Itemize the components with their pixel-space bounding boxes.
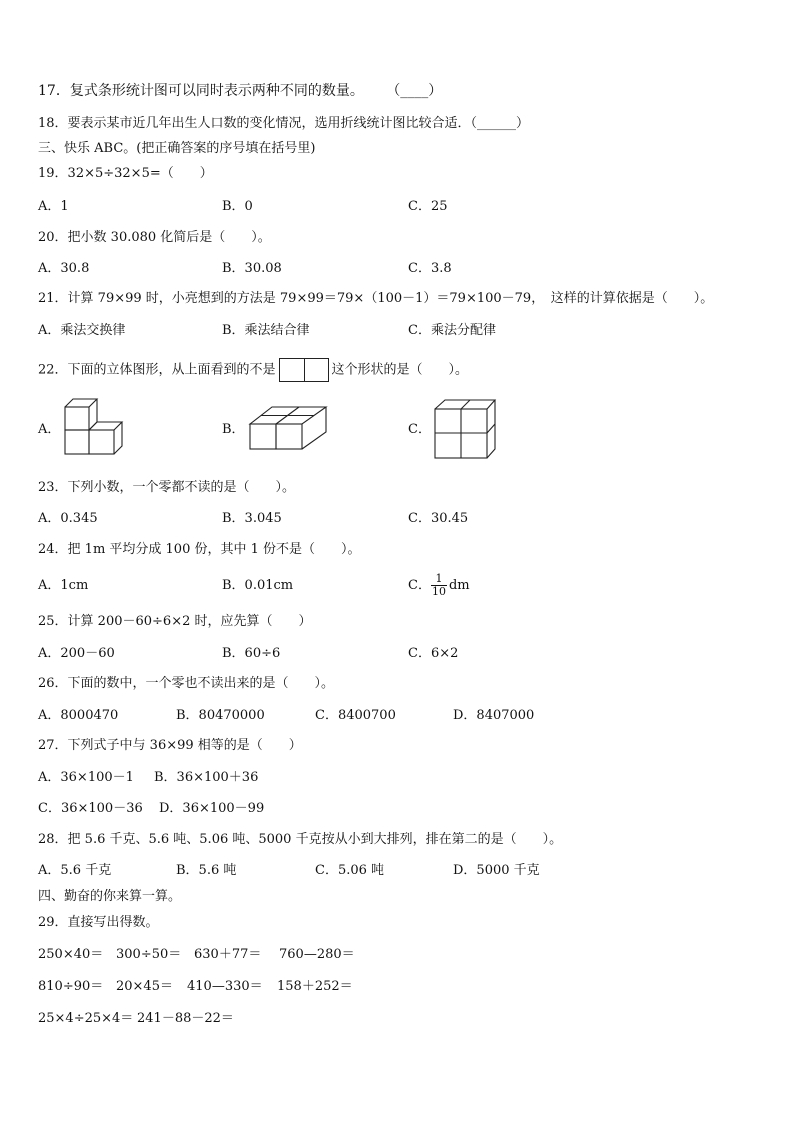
calc-item: 25×4÷25×4＝ — [38, 1011, 134, 1026]
question-22-text-after: 这个形状的是（ ）。 — [331, 362, 469, 378]
square-block-cubes-icon — [432, 397, 500, 461]
q24-option-c-unit: dm — [448, 578, 470, 593]
question-20: 20．把小数 30.080 化简后是（ ）。 — [38, 230, 271, 245]
q21-option-a[interactable]: A．乘法交换律 — [38, 323, 126, 338]
calc-item: 241－88－22＝ — [137, 1011, 234, 1026]
calc-item: 810÷90＝ — [38, 979, 104, 994]
calc-item: 300÷50＝ — [116, 947, 182, 962]
fraction-denominator: 10 — [431, 585, 446, 598]
q19-option-b[interactable]: B．0 — [222, 199, 253, 214]
question-21: 21．计算 79×99 时，小亮想到的方法是 79×99＝79×（100－1）＝79×100－79， 这样的计算依据是（ ）。 — [38, 291, 714, 306]
q24-option-c[interactable] — [408, 566, 470, 606]
q20-option-c[interactable]: C．3.8 — [408, 261, 452, 276]
calc-item: 410—330＝ — [187, 979, 263, 994]
q27-option-d[interactable]: D．36×100－99 — [159, 801, 265, 816]
q21-option-b[interactable]: B．乘法结合律 — [222, 323, 310, 338]
question-26: 26．下面的数中，一个零也不读出来的是（ ）。 — [38, 676, 335, 691]
q27-option-b[interactable]: B．36×100＋36 — [154, 770, 259, 785]
calc-item: 630＋77＝ — [194, 947, 262, 962]
q28-option-b[interactable]: B．5.6 吨 — [176, 863, 237, 878]
q28-option-c[interactable]: C．5.06 吨 — [315, 863, 385, 878]
question-28: 28．把 5.6 千克、5.6 吨、5.06 吨、5000 千克按从小到大排列，排在第二的是（ ）。 — [38, 832, 563, 847]
q26-option-b[interactable]: B．80470000 — [176, 708, 265, 723]
q19-option-c[interactable]: C．25 — [408, 199, 448, 214]
q23-option-b[interactable]: B．3.045 — [222, 511, 282, 526]
question-23: 23．下列小数，一个零都不读的是（ ）。 — [38, 480, 296, 495]
q19-option-a[interactable]: A．1 — [38, 199, 69, 214]
q24-option-b[interactable]: B．0.01cm — [222, 578, 294, 593]
l-shape-cubes-icon — [60, 396, 130, 462]
question-19: 19．32×5÷32×5=（ ） — [38, 166, 213, 181]
q23-option-c[interactable]: C．30.45 — [408, 511, 469, 526]
flat-block-cubes-icon — [247, 404, 331, 454]
question-17-blank[interactable]: （____） — [386, 83, 443, 99]
fraction-numerator: 1 — [431, 573, 447, 586]
fraction — [431, 573, 447, 598]
q25-option-a[interactable]: A．200－60 — [38, 646, 115, 661]
q25-option-b[interactable]: B．60÷6 — [222, 646, 281, 661]
q24-option-c-prefix: C． — [408, 578, 431, 593]
q20-option-b[interactable]: B．30.08 — [222, 261, 282, 276]
question-17-text: 17．复式条形统计图可以同时表示两种不同的数量。 — [38, 83, 364, 99]
question-27: 27．下列式子中与 36×99 相等的是（ ） — [38, 738, 302, 753]
question-17 — [38, 83, 442, 99]
q22-option-a[interactable]: A． — [38, 422, 61, 437]
q28-option-a[interactable]: A．5.6 千克 — [38, 863, 112, 878]
question-24: 24．把 1m 平均分成 100 份，其中 1 份不是（ ）。 — [38, 542, 361, 557]
q26-option-d[interactable]: D．8407000 — [453, 708, 535, 723]
q21-option-c[interactable]: C．乘法分配律 — [408, 323, 496, 338]
calc-item: 20×45＝ — [116, 979, 173, 994]
question-18: 18．要表示某市近几年出生人口数的变化情况，选用折线统计图比较合适．（______） — [38, 116, 530, 131]
question-25: 25．计算 200－60÷6×2 时，应先算（ ） — [38, 614, 312, 629]
q27-option-a[interactable]: A．36×100－1 — [38, 770, 134, 785]
q24-option-a[interactable]: A．1cm — [38, 578, 89, 593]
q23-option-a[interactable]: A．0.345 — [38, 511, 98, 526]
q26-option-a[interactable]: A．8000470 — [38, 708, 119, 723]
q20-option-a[interactable]: A．30.8 — [38, 261, 90, 276]
section-4-heading: 四、勤奋的你来算一算。 — [38, 889, 182, 904]
q28-option-d[interactable]: D．5000 千克 — [453, 863, 540, 878]
question-22 — [38, 358, 468, 382]
q26-option-c[interactable]: C．8400700 — [315, 708, 396, 723]
q22-option-b[interactable]: B． — [222, 422, 245, 437]
q22-option-c[interactable]: C． — [408, 422, 431, 437]
q27-option-c[interactable]: C．36×100－36 — [38, 801, 143, 816]
question-29: 29．直接写出得数。 — [38, 915, 159, 930]
calc-item: 158＋252＝ — [277, 979, 353, 994]
section-3-heading: 三、快乐 ABC。(把正确答案的序号填在括号里) — [38, 141, 316, 156]
two-square-shape-icon — [279, 358, 329, 382]
calc-item: 250×40＝ — [38, 947, 104, 962]
calc-item: 760—280＝ — [279, 947, 355, 962]
question-22-text-before: 22．下面的立体图形，从上面看到的不是 — [38, 362, 276, 378]
q25-option-c[interactable]: C．6×2 — [408, 646, 459, 661]
